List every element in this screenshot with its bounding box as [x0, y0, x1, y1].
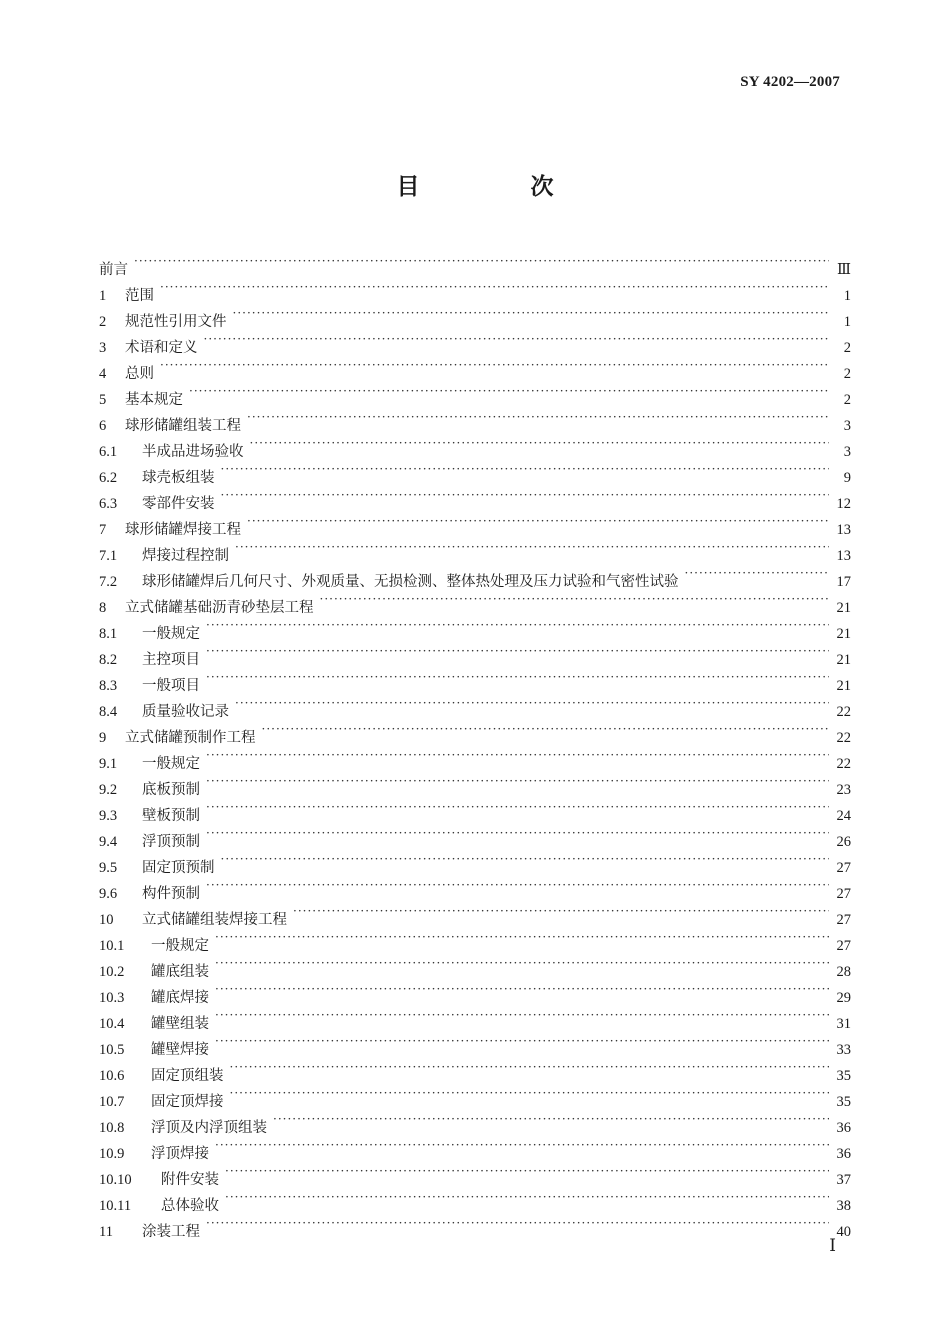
toc-entry-page: 1	[843, 314, 851, 330]
toc-entry[interactable]	[99, 846, 851, 876]
dot-leader	[320, 586, 830, 612]
toc-entry-page: 22	[836, 730, 851, 746]
dot-leader	[206, 664, 829, 690]
toc-entry-label: 一般规定	[151, 938, 209, 954]
toc-entry-page: 13	[836, 548, 851, 564]
toc-entry-number: 8.2	[99, 652, 118, 668]
toc-entry-page: 38	[836, 1198, 851, 1214]
dot-leader	[215, 1002, 829, 1028]
dot-leader	[215, 924, 829, 950]
toc-entry-page: 27	[836, 938, 851, 954]
toc-entry[interactable]	[99, 690, 851, 720]
dot-leader	[262, 716, 830, 742]
toc-entry[interactable]	[99, 820, 851, 850]
toc-entry[interactable]	[99, 352, 851, 382]
toc-entry-label: 质量验收记录	[142, 704, 229, 720]
toc-entry-number: 9.3	[99, 808, 118, 824]
dot-leader	[230, 1054, 830, 1080]
toc-entry-number: 7	[99, 522, 107, 538]
dot-leader	[206, 1210, 829, 1236]
dot-leader	[225, 1158, 829, 1184]
toc-entry[interactable]	[99, 612, 851, 642]
toc-entry-page: 28	[836, 964, 851, 980]
toc-entry-page: 21	[836, 652, 851, 668]
toc-entry-page: 23	[836, 782, 851, 798]
toc-entry-page: 17	[836, 574, 851, 590]
toc-entry[interactable]	[99, 742, 851, 772]
toc-entry-page: 36	[836, 1146, 851, 1162]
toc-entry-page: 24	[836, 808, 851, 824]
toc-entry-page: 2	[843, 366, 851, 382]
toc-entry-label: 焊接过程控制	[142, 548, 229, 564]
toc-entry-label: 立式储罐基础沥青砂垫层工程	[125, 600, 314, 616]
toc-entry-number: 6	[99, 418, 107, 434]
page-number: Ⅰ	[829, 1236, 836, 1255]
toc-entry[interactable]	[99, 248, 851, 278]
toc-entry-label: 前言	[99, 262, 128, 278]
toc-entry[interactable]	[99, 638, 851, 668]
dot-leader	[134, 248, 829, 274]
toc-entry[interactable]	[99, 872, 851, 902]
dot-leader	[215, 1132, 829, 1158]
toc-entry-page: 22	[836, 756, 851, 772]
toc-entry-label: 浮顶及内浮顶组装	[151, 1120, 267, 1136]
toc-entry-page: 27	[836, 860, 851, 876]
toc-entry-page: 26	[836, 834, 851, 850]
dot-leader	[235, 690, 829, 716]
toc-entry-label: 附件安装	[161, 1172, 219, 1188]
toc-entry-number: 5	[99, 392, 107, 408]
toc-entry[interactable]	[99, 1210, 851, 1240]
toc-entry-label: 一般规定	[142, 626, 200, 642]
toc-entry-number: 9.4	[99, 834, 118, 850]
dot-leader	[206, 794, 829, 820]
toc-entry-number: 4	[99, 366, 107, 382]
toc-entry-label: 浮顶焊接	[151, 1146, 209, 1162]
toc-entry-label: 浮顶预制	[142, 834, 200, 850]
toc-entry-label: 罐壁组装	[151, 1016, 209, 1032]
toc-entry-label: 主控项目	[142, 652, 200, 668]
toc-entry-number: 9.6	[99, 886, 118, 902]
dot-leader	[233, 300, 830, 326]
toc-entry-page: 31	[836, 1016, 851, 1032]
dot-leader	[685, 560, 830, 586]
toc-entry-label: 基本规定	[125, 392, 183, 408]
toc-entry-label: 一般规定	[142, 756, 200, 772]
toc-entry-label: 立式储罐预制作工程	[125, 730, 256, 746]
toc-entry-number: 8.1	[99, 626, 118, 642]
toc-entry-label: 固定顶组装	[151, 1068, 224, 1084]
toc-entry[interactable]	[99, 326, 851, 356]
dot-leader	[225, 1184, 829, 1210]
toc-entry-number: 9.1	[99, 756, 118, 772]
toc-entry-number: 10.9	[99, 1146, 125, 1162]
dot-leader	[247, 508, 829, 534]
toc-entry-label: 规范性引用文件	[125, 314, 227, 330]
toc-entry[interactable]	[99, 898, 851, 928]
toc-entry-label: 半成品进场验收	[142, 444, 244, 460]
toc-entry[interactable]	[99, 664, 851, 694]
toc-entry-page: 3	[843, 444, 851, 460]
toc-entry-number: 10.1	[99, 938, 125, 954]
toc-entry-label: 总体验收	[161, 1198, 219, 1214]
toc-entry-number: 10.8	[99, 1120, 125, 1136]
toc-entry-number: 10	[99, 912, 114, 928]
toc-entry[interactable]	[99, 404, 851, 434]
toc-entry-number: 3	[99, 340, 107, 356]
toc-entry-page: 2	[843, 340, 851, 356]
toc-entry-number: 9.5	[99, 860, 118, 876]
toc-entry-number: 10.7	[99, 1094, 125, 1110]
toc-entry-page: 13	[836, 522, 851, 538]
toc-entry-page: 21	[836, 600, 851, 616]
dot-leader	[160, 352, 829, 378]
toc-entry-page: 35	[836, 1094, 851, 1110]
dot-leader	[221, 482, 830, 508]
dot-leader	[206, 872, 829, 898]
toc-entry-number: 9	[99, 730, 107, 746]
dot-leader	[221, 846, 830, 872]
dot-leader	[215, 1028, 829, 1054]
dot-leader	[293, 898, 829, 924]
dot-leader	[206, 820, 829, 846]
toc-entry-label: 球形储罐焊后几何尺寸、外观质量、无损检测、整体热处理及压力试验和气密性试验	[142, 574, 679, 590]
toc-entry-label: 罐壁焊接	[151, 1042, 209, 1058]
toc-title: 目 次	[396, 173, 598, 200]
toc-entry-label: 底板预制	[142, 782, 200, 798]
toc-entry-page: 12	[836, 496, 851, 512]
toc-entry-page: 36	[836, 1120, 851, 1136]
toc-entry-number: 10.3	[99, 990, 125, 1006]
toc-entry-label: 罐底组装	[151, 964, 209, 980]
dot-leader	[206, 638, 829, 664]
dot-leader	[206, 612, 829, 638]
dot-leader	[247, 404, 829, 430]
toc-entry-page: 3	[843, 418, 851, 434]
toc-entry-number: 7.1	[99, 548, 118, 564]
toc-entry-page: 29	[836, 990, 851, 1006]
toc-entry[interactable]	[99, 768, 851, 798]
toc-entry-number: 8.4	[99, 704, 118, 720]
toc-entry-page: 33	[836, 1042, 851, 1058]
toc-entry-label: 术语和定义	[125, 340, 198, 356]
toc-entry-label: 固定顶预制	[142, 860, 215, 876]
toc-entry-page: 37	[836, 1172, 851, 1188]
dot-leader	[206, 742, 829, 768]
toc-entry-label: 固定顶焊接	[151, 1094, 224, 1110]
toc-entry-number: 10.10	[99, 1172, 132, 1188]
dot-leader	[273, 1106, 829, 1132]
toc-entry-number: 8	[99, 600, 107, 616]
dot-leader	[215, 950, 829, 976]
toc-entry-label: 构件预制	[142, 886, 200, 902]
table-of-contents	[99, 248, 851, 1240]
toc-entry-label: 范围	[125, 288, 154, 304]
toc-entry-number: 11	[99, 1224, 113, 1240]
toc-entry-label: 球形储罐组装工程	[125, 418, 241, 434]
toc-entry-page: 27	[836, 912, 851, 928]
toc-entry-number: 10.4	[99, 1016, 125, 1032]
toc-entry-number: 10.6	[99, 1068, 125, 1084]
toc-entry-page: 27	[836, 886, 851, 902]
dot-leader	[215, 976, 829, 1002]
toc-entry-number: 6.3	[99, 496, 118, 512]
toc-entry-page: 2	[843, 392, 851, 408]
toc-entry-page: 40	[836, 1224, 851, 1240]
toc-entry-page: 1	[843, 288, 851, 304]
toc-entry-label: 球壳板组装	[142, 470, 215, 486]
toc-entry-number: 10.11	[99, 1198, 132, 1214]
dot-leader	[235, 534, 829, 560]
toc-entry-number: 8.3	[99, 678, 118, 694]
toc-entry-number: 10.5	[99, 1042, 125, 1058]
dot-leader	[250, 430, 830, 456]
toc-entry-label: 球形储罐焊接工程	[125, 522, 241, 538]
toc-entry-label: 立式储罐组装焊接工程	[142, 912, 287, 928]
toc-entry-page: 35	[836, 1068, 851, 1084]
dot-leader	[189, 378, 829, 404]
toc-entry-number: 2	[99, 314, 107, 330]
toc-entry[interactable]	[99, 794, 851, 824]
document-code: SY 4202—2007	[740, 74, 840, 90]
toc-entry[interactable]	[99, 378, 851, 408]
toc-entry-page: 9	[843, 470, 851, 486]
toc-entry-number: 6.2	[99, 470, 118, 486]
dot-leader	[230, 1080, 830, 1106]
toc-entry[interactable]	[99, 300, 851, 330]
toc-entry-label: 一般项目	[142, 678, 200, 694]
toc-entry-label: 涂装工程	[142, 1224, 200, 1240]
dot-leader	[221, 456, 830, 482]
dot-leader	[204, 326, 830, 352]
toc-entry-number: 10.2	[99, 964, 125, 980]
toc-entry[interactable]	[99, 274, 851, 304]
toc-entry-label: 罐底焊接	[151, 990, 209, 1006]
toc-entry-page: 21	[836, 626, 851, 642]
toc-entry-label: 零部件安装	[142, 496, 215, 512]
toc-entry-number: 1	[99, 288, 107, 304]
toc-entry-number: 9.2	[99, 782, 118, 798]
dot-leader	[160, 274, 829, 300]
toc-entry-page: Ⅲ	[837, 262, 851, 278]
toc-entry-label: 壁板预制	[142, 808, 200, 824]
toc-entry-page: 21	[836, 678, 851, 694]
dot-leader	[206, 768, 829, 794]
toc-entry-label: 总则	[125, 366, 154, 382]
toc-entry-page: 22	[836, 704, 851, 720]
toc-entry-number: 6.1	[99, 444, 118, 460]
toc-entry-number: 7.2	[99, 574, 118, 590]
